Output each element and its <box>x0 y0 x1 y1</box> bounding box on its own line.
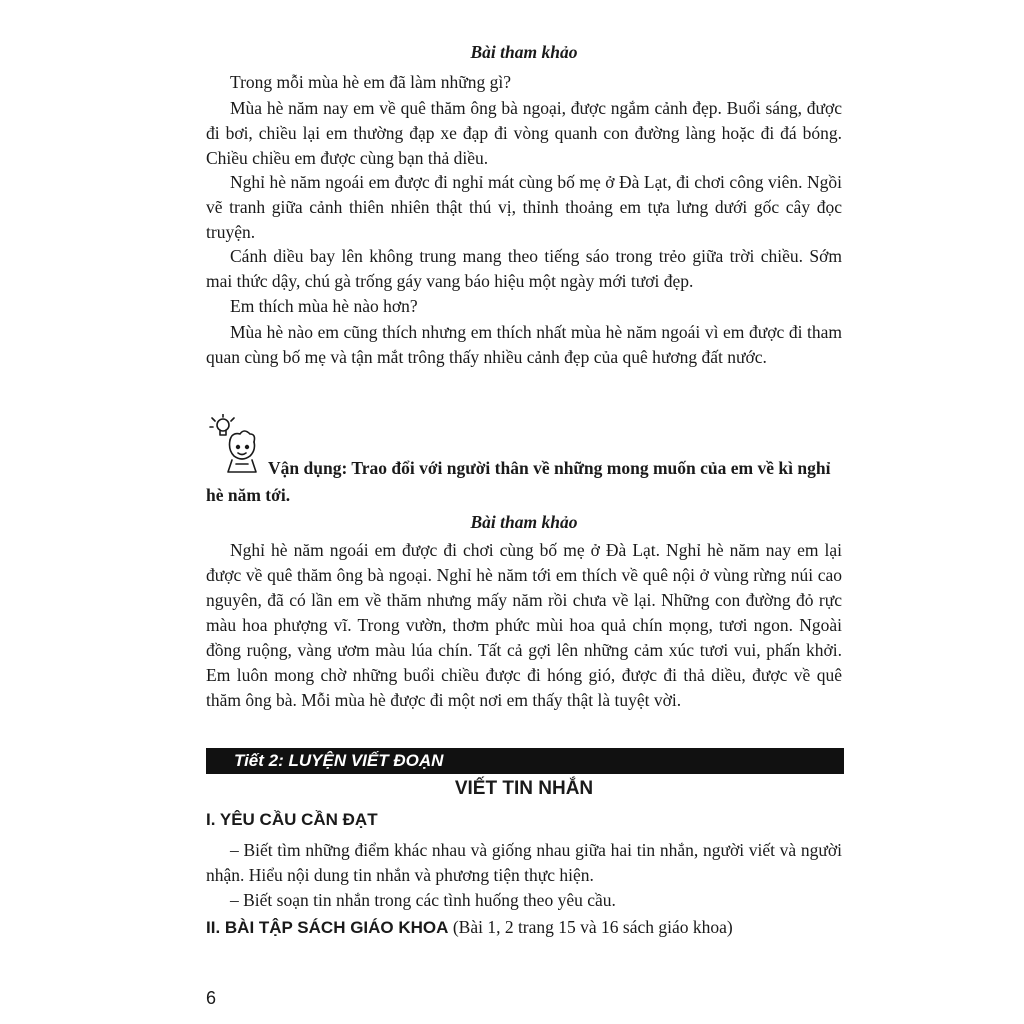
paragraph-2: Nghỉ hè năm ngoái em được đi nghỉ mát cùng bố mẹ ở Đà Lạt, đi chơi công viên. Ngồi vẽ tranh giữa cảnh thiên nhiên thật thú vị, thỉnh thoảng em tựa lưng dưới gốc cây đọc truyện. <box>206 172 842 242</box>
vandung-paragraph: Nghỉ hè năm ngoái em được đi chơi cùng bố mẹ ở Đà Lạt. Nghỉ hè năm nay em lại được về quê thăm ông bà ngoại. Nghỉ hè năm tới em thích về quê nội ở vùng rừng núi cao nguyên, đã có lần em về thăm nhưng mấy năm rồi chưa về lại. Những con đường đỏ rực màu hoa phượng vĩ. Trong vườn, thơm phức mùi hoa quả chín mọng, tươi ngon. Ngoài đồng ruộng, vàng ươm màu lúa chín. Tất cả gợi lên những cảm xúc tươi vui, phấn khởi. Em luôn mong chờ những buổi chiều được đi hóng gió, được đi thả diều, được về quê thăm ông bà. Mỗi mùa hè được đi một nơi em thấy thật là tuyệt vời. <box>206 540 842 710</box>
reference-title: Bài tham khảo <box>470 42 578 62</box>
paragraph-1: Mùa hè năm nay em về quê thăm ông bà ngoại, được ngắm cảnh đẹp. Buổi sáng, được đi bơi, chiều lại em thường đạp xe đạp đi vòng quanh con đường làng hoặc đi đá bóng. Chiều chiều em được cùng bạn thả diều. <box>206 98 842 168</box>
question-1: Trong mỗi mùa hè em đã làm những gì? <box>230 72 512 92</box>
paragraph-4: Mùa hè nào em cũng thích nhưng em thích nhất mùa hè năm ngoái vì em được đi tham quan cùng bố mẹ và tận mắt trông thấy nhiều cảnh đẹp của quê hương đất nước. <box>206 322 842 367</box>
section-2-heading-line <box>206 917 733 938</box>
requirement-2: – Biết soạn tin nhắn trong các tình huống theo yêu cầu. <box>230 890 616 910</box>
section-2-heading: II. BÀI TẬP SÁCH GIÁO KHOA <box>206 918 449 937</box>
reference-title-2: Bài tham khảo <box>470 512 578 532</box>
paragraph-3: Cánh diều bay lên không trung mang theo tiếng sáo trong trẻo giữa trời chiều. Sớm mai thức dậy, chú gà trống gáy vang báo hiệu một ngày mới tươi đẹp. <box>206 246 842 291</box>
question-2: Em thích mùa hè nào hơn? <box>230 296 418 316</box>
lesson-banner: Tiết 2: LUYỆN VIẾT ĐOẠN <box>206 748 844 774</box>
section-2-note: (Bài 1, 2 trang 15 và 16 sách giáo khoa) <box>448 917 733 937</box>
page-number: 6 <box>206 988 217 1008</box>
vandung-prompt: Vận dụng: Trao đổi với người thân về những mong muốn của em về kì nghỉ hè năm tới. <box>206 458 831 505</box>
section-1-heading: I. YÊU CẦU CẦN ĐẠT <box>206 810 378 829</box>
requirement-1: – Biết tìm những điểm khác nhau và giống nhau giữa hai tin nhắn, người viết và người nhận. Hiểu nội dung tin nhắn và phương tiện thực hiện. <box>206 840 842 885</box>
lesson-title: VIẾT TIN NHẮN <box>454 778 594 799</box>
